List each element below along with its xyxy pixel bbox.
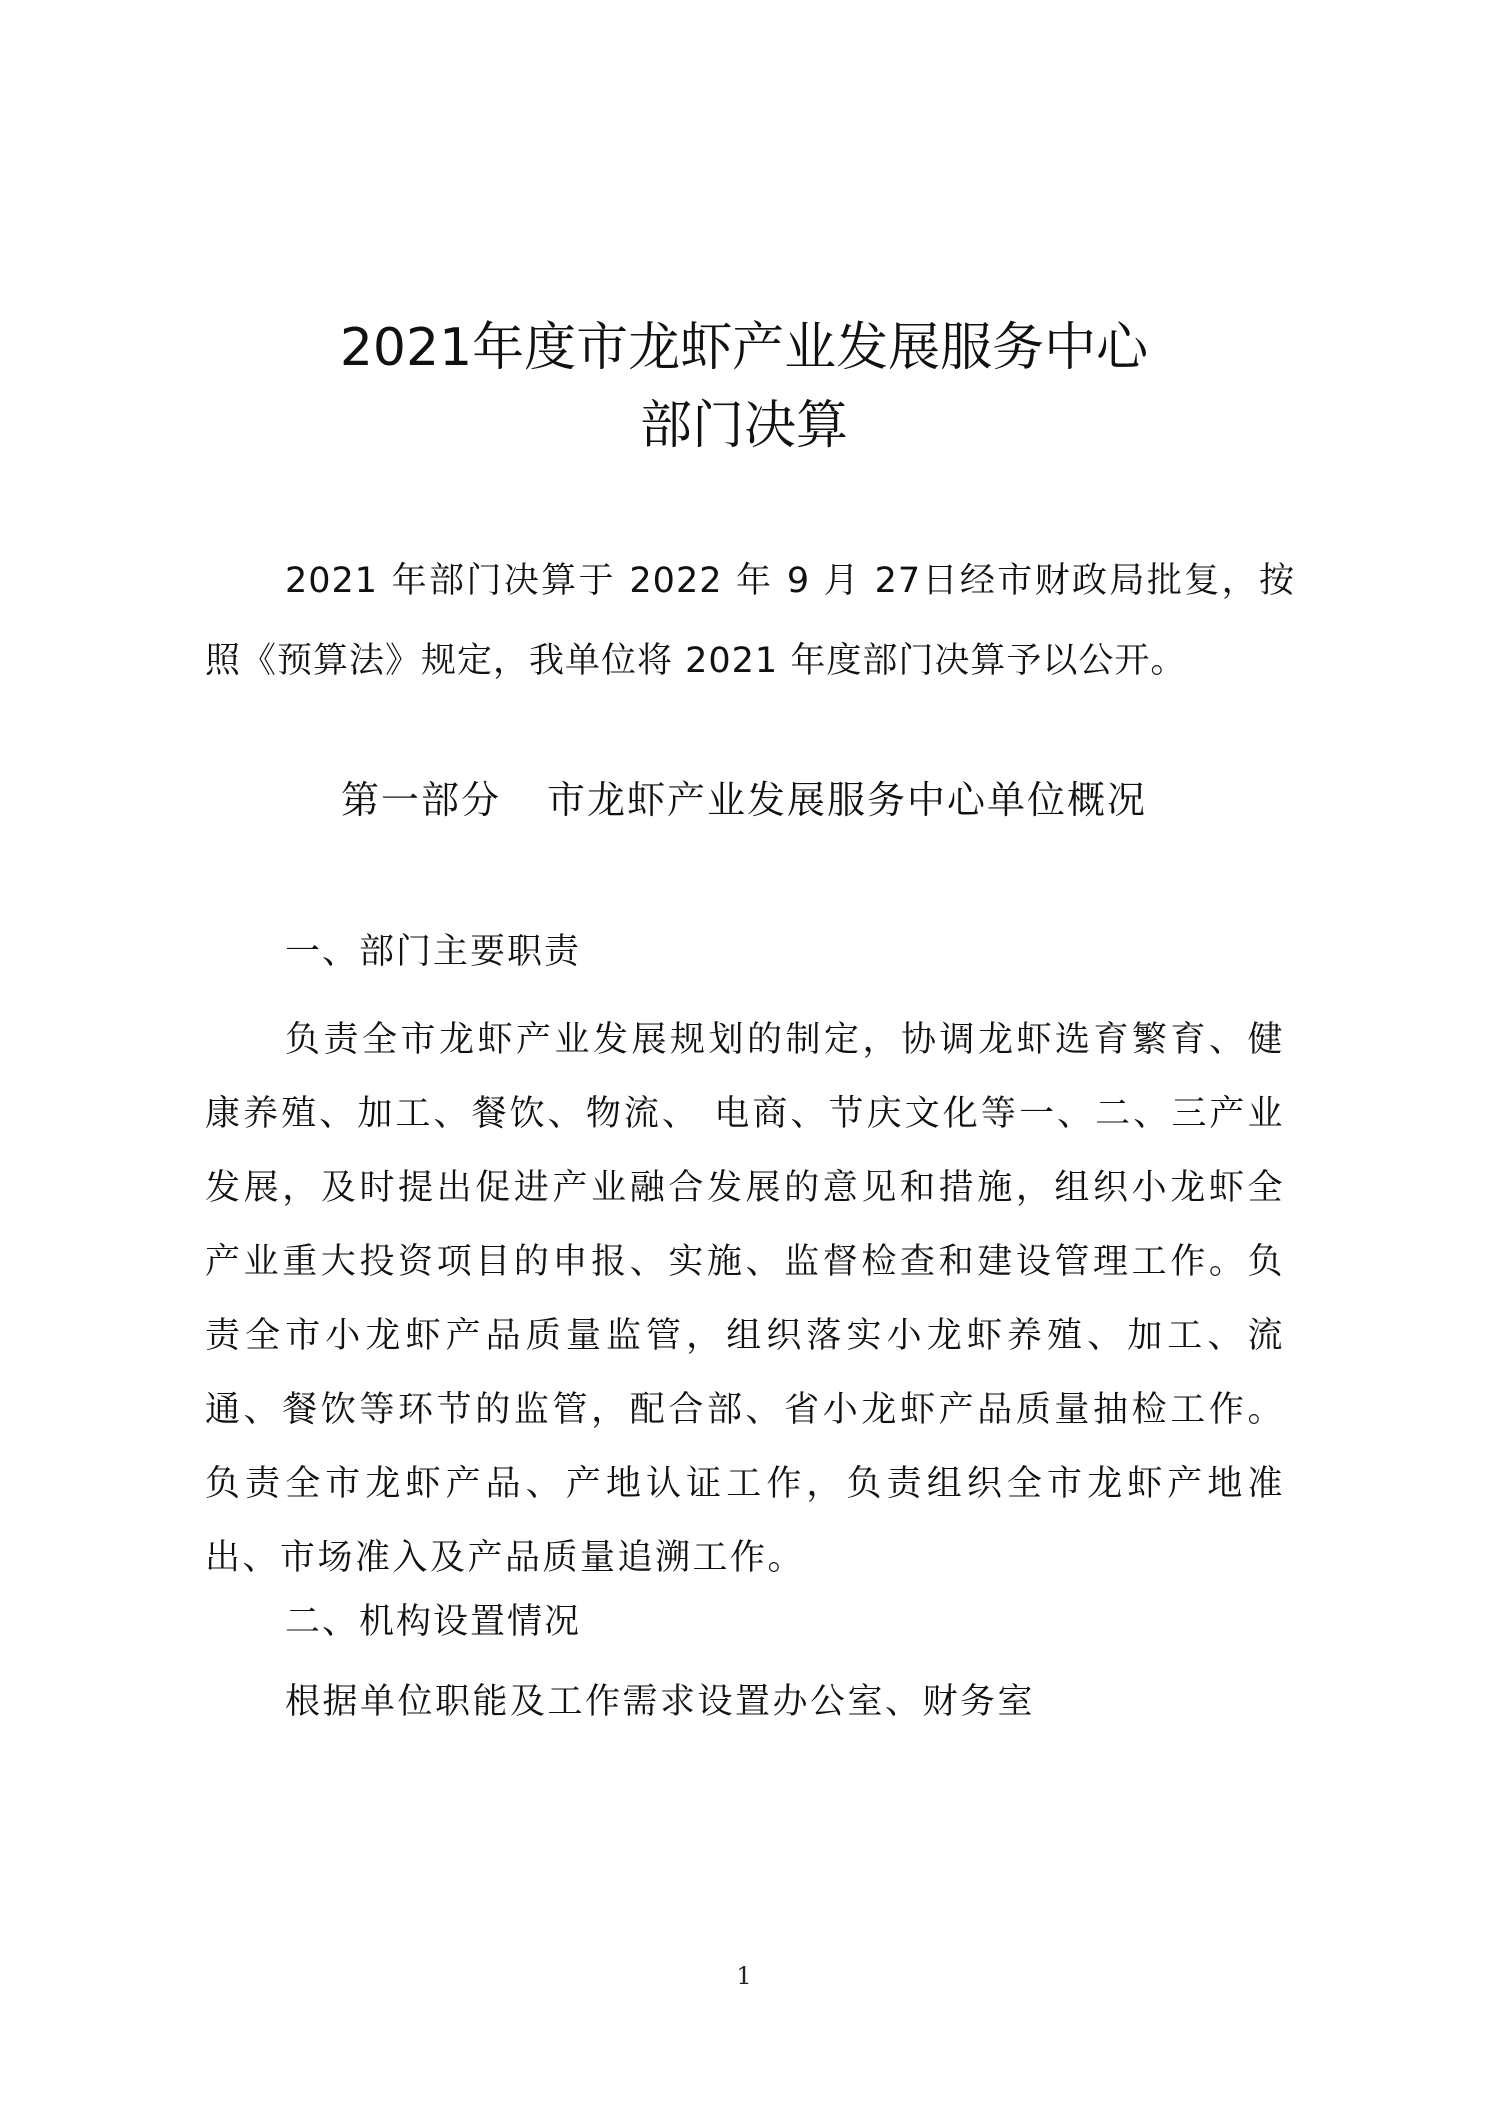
section-body-organization: 根据单位职能及工作需求设置办公室、财务室 [285, 1682, 1036, 1722]
section-heading-organization: 二、机构设置情况 [285, 1602, 582, 1642]
document-title-line-1: 2021年度市龙虾产业发展服务中心 [339, 318, 1149, 378]
page-number: 1 [736, 1962, 752, 1990]
document-title-line-2: 部门决算 [639, 396, 848, 456]
part-heading [0, 770, 1488, 830]
part-heading-text: 市龙虾产业发展服务中心单位概况 [547, 778, 1148, 822]
part-heading-label: 第一部分 [340, 778, 501, 822]
intro-paragraph: 2021 年部门决算于 2022 年 9 月 27日经市财政局批复，按照《预算法》规定，我单位将 2021 年度部门决算予以公开。 [205, 561, 1295, 681]
section-body-duties: 负责全市龙虾产业发展规划的制定，协调龙虾选育繁育、健康养殖、加工、餐饮、物流、 电商、节庆文化等一、二、三产业发展，及时提出促进产业融合发展的意见和措施，组织小龙虾全产业重大投资项目的申报、实施、监督检查和建设管理工作。负责全市小龙虾产品质量监管，组织落实小龙虾养殖、加工、流通、餐饮等环节的监管，配合部、省小龙虾产品质量抽检工作。负责全市龙虾产品、产地认证工作，负责组织全市龙虾产地准出、市场准入及产品质量追溯工作。 [205, 1020, 1285, 1578]
section-heading-duties: 一、部门主要职责 [285, 932, 582, 972]
